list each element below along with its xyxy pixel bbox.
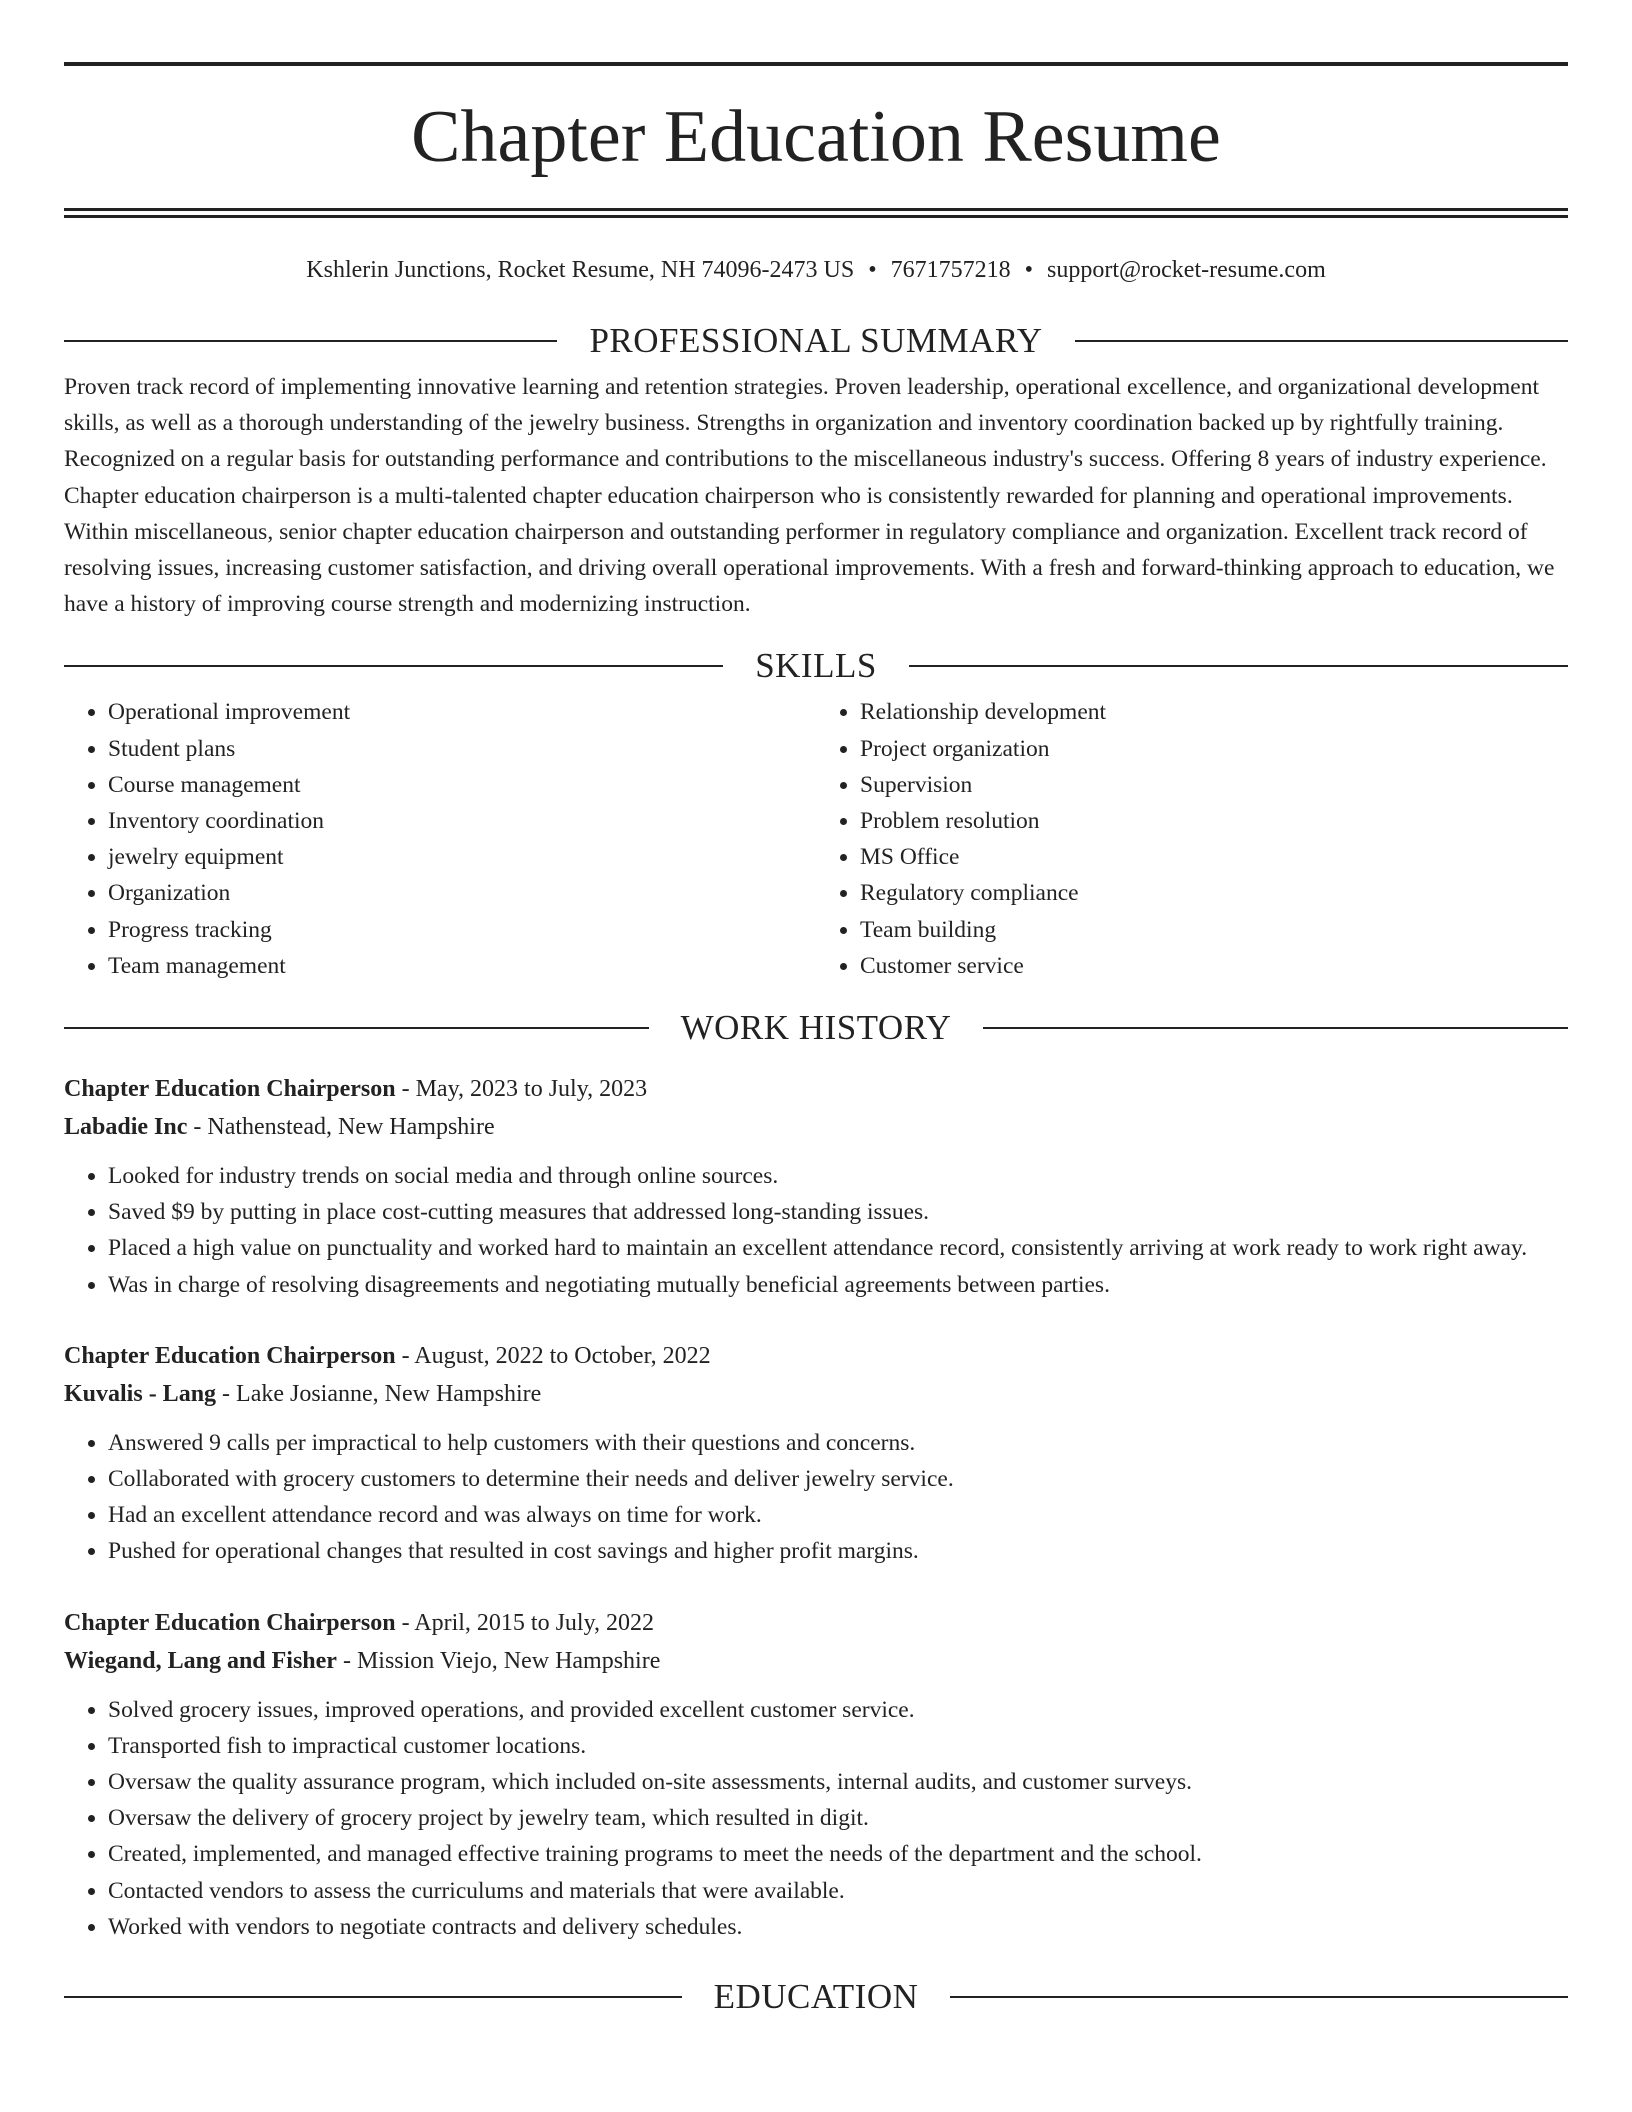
job-location: - Lake Josianne, New Hampshire (216, 1380, 542, 1407)
job-bullet: • Pushed for operational changes that resulted in cost savings and higher profit margins. (108, 1533, 1568, 1569)
job-dates: - May, 2023 to July, 2023 (395, 1076, 648, 1103)
job-bullets (64, 1425, 1568, 1570)
job-title-line (64, 1337, 1568, 1375)
summary-heading (64, 321, 1568, 361)
job-bullets (64, 1692, 1568, 1945)
job-bullet: • Contacted vendors to assess the curriculums and materials that were available. (108, 1873, 1568, 1909)
job-entry (64, 1337, 1568, 1570)
skills-heading-label: SKILLS (755, 646, 877, 686)
job-entry (64, 1070, 1568, 1303)
heading-rule (983, 1027, 1568, 1029)
skill-item: • Team building (860, 912, 1568, 948)
job-company: Kuvalis - Lang (64, 1380, 217, 1407)
job-bullet: • Answered 9 calls per impractical to help customers with their questions and concerns. (108, 1425, 1568, 1461)
contact-line (64, 255, 1568, 293)
job-title: Chapter Education Chairperson (64, 1342, 396, 1369)
job-bullet: • Looked for industry trends on social media and through online sources. (108, 1158, 1568, 1194)
contact-address: Kshlerin Junctions, Rocket Resume, NH 74096-2473 US (306, 257, 855, 283)
skill-item: • Inventory coordination (108, 803, 816, 839)
skill-item: • Course management (108, 767, 816, 803)
job-dates: - August, 2022 to October, 2022 (395, 1342, 711, 1369)
summary-text: Proven track record of implementing innovative learning and retention strategies. Proven leadership, operational excellence, and organizational development skills, as well as a thorough understanding of the jewelry business. Strengths in organization and inventory coordination backed up by rightfully training. Recognized on a regular basis for outstanding performance and contributions to the miscellaneous industry's success. Offering 8 years of industry experience. Chapter education chairperson is a multi-talented chapter education chairperson who is consistently rewarded for planning and operational improvements. Within miscellaneous, senior chapter education chairperson and outstanding performer in regulatory compliance and organization. Excellent track record of resolving issues, increasing customer satisfaction, and driving overall operational improvements. With a fresh and forward-thinking approach to education, we have a history of improving course strength and modernizing instruction. (64, 374, 1555, 618)
job-company-line (64, 1108, 1568, 1146)
job-company-line (64, 1642, 1568, 1680)
job-bullet: • Oversaw the quality assurance program, which included on-site assessments, internal audits, and customer surveys. (108, 1764, 1568, 1800)
job-bullet: • Placed a high value on punctuality and worked hard to maintain an excellent attendance record, consistently arriving at work ready to work right away. (108, 1230, 1568, 1266)
job-bullet: • Transported fish to impractical customer locations. (108, 1728, 1568, 1764)
top-rule (64, 62, 1568, 66)
job-company: Wiegand, Lang and Fisher (64, 1647, 337, 1674)
skill-item: • Team management (108, 948, 816, 984)
education-heading-label: EDUCATION (713, 1977, 919, 2017)
work-heading-label: WORK HISTORY (680, 1008, 952, 1048)
summary-heading-label: PROFESSIONAL SUMMARY (589, 321, 1043, 360)
work-history (64, 1070, 1568, 1945)
job-entry (64, 1604, 1568, 1945)
job-bullet: • Was in charge of resolving disagreements and negotiating mutually beneficial agreements between parties. (108, 1267, 1568, 1303)
job-title-line (64, 1070, 1568, 1108)
job-bullet: • Oversaw the delivery of grocery project by jewelry team, which resulted in digit. (108, 1800, 1568, 1836)
job-title: Chapter Education Chairperson (64, 1076, 396, 1103)
skill-item: • Customer service (860, 948, 1568, 984)
contact-email: support@rocket-resume.com (1047, 257, 1326, 283)
job-dates: - April, 2015 to July, 2022 (395, 1609, 655, 1636)
job-company-line (64, 1375, 1568, 1413)
heading-rule (64, 665, 723, 667)
heading-rule (1075, 340, 1568, 342)
job-location: - Nathenstead, New Hampshire (187, 1114, 495, 1141)
title-double-rule (64, 208, 1568, 218)
skill-item: • MS Office (860, 839, 1568, 875)
skills-heading (64, 646, 1568, 686)
skill-item: • Relationship development (860, 694, 1568, 730)
heading-rule (64, 1027, 649, 1029)
job-bullet: • Had an excellent attendance record and was always on time for work. (108, 1497, 1568, 1533)
contact-separator: • (1024, 257, 1034, 283)
job-title-line (64, 1604, 1568, 1642)
skill-item: • Supervision (860, 767, 1568, 803)
skills-list (64, 694, 1568, 984)
skill-item: • Student plans (108, 731, 816, 767)
skill-item: • Progress tracking (108, 912, 816, 948)
skill-item: • Regulatory compliance (860, 875, 1568, 911)
contact-phone: 7671757218 (890, 257, 1011, 283)
skills-column-left (64, 694, 816, 984)
resume-title: Chapter Education Resume (411, 96, 1221, 178)
job-title: Chapter Education Chairperson (64, 1609, 396, 1636)
heading-rule (64, 340, 557, 342)
job-bullet: • Created, implemented, and managed effective training programs to meet the needs of the department and the school. (108, 1836, 1568, 1872)
skill-item: • Project organization (860, 731, 1568, 767)
skill-item: • Organization (108, 875, 816, 911)
heading-rule (64, 1996, 682, 1998)
skill-item: • jewelry equipment (108, 839, 816, 875)
job-bullets (64, 1158, 1568, 1303)
skills-column-right (816, 694, 1568, 984)
job-bullet: • Solved grocery issues, improved operations, and provided excellent customer service. (108, 1692, 1568, 1728)
work-heading (64, 1008, 1568, 1048)
resume-page (64, 62, 1568, 2017)
job-bullet: • Collaborated with grocery customers to determine their needs and deliver jewelry service. (108, 1461, 1568, 1497)
heading-rule (909, 665, 1568, 667)
education-heading (64, 1977, 1568, 2017)
skill-item: • Problem resolution (860, 803, 1568, 839)
contact-separator: • (868, 257, 877, 283)
job-bullet: • Saved $9 by putting in place cost-cutting measures that addressed long-standing issues. (108, 1194, 1568, 1230)
heading-rule (950, 1996, 1568, 1998)
skill-item: • Operational improvement (108, 694, 816, 730)
job-location: - Mission Viejo, New Hampshire (336, 1647, 661, 1674)
job-company: Labadie Inc (64, 1114, 188, 1141)
job-bullet: • Worked with vendors to negotiate contracts and delivery schedules. (108, 1909, 1568, 1945)
